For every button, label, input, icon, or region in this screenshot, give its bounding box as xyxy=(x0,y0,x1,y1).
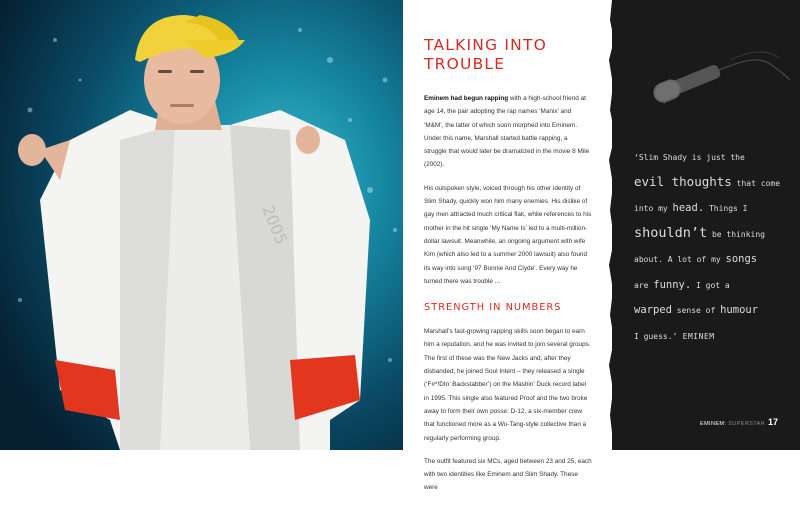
paragraph-4: The outfit featured six MCs, aged between 23 and 25, each with two identities like Eminem and Slim Shady. These were xyxy=(424,457,592,492)
quote-word: humour xyxy=(720,304,759,316)
paragraph-1 xyxy=(424,92,592,172)
quote-word: that come xyxy=(731,178,781,188)
paragraph-1-rest: with a high-school friend at age 14, the pair adopting the rap names ‘Manix’ and ‘M&M’, the latter of which soon morphed into Eminem. Under this name, Marshall started battle rapping, a struggle that would later be dramatized in the movie 8 Mile (2002). xyxy=(424,95,590,169)
article-column xyxy=(424,36,592,505)
quote-word: into my xyxy=(634,204,673,213)
quote-word: I guess.’ xyxy=(634,331,678,341)
page-number: 17 xyxy=(768,417,779,427)
rapper-photo-illustration xyxy=(0,0,403,450)
pull-quote xyxy=(634,144,796,348)
torn-edge xyxy=(596,0,622,450)
microphone-icon xyxy=(612,0,800,110)
quote-word: songs xyxy=(725,253,758,265)
paragraph-1-lead: Eminem had begun rapping xyxy=(424,95,509,102)
cover-photo xyxy=(0,0,403,450)
paragraph-3: Marshall’s fast-growing rapping skills soon began to earn him a reputation, and he was invited to join several groups. The first of these was the New Jacks and, after they disbanded, he joined Soul Intent – they released a single (‘F#*!Dtn’ Backstabber’) on the Mashin’ Duck record label in 1995. This single also featured Proof and the two broke away to form their own posse: D-12, a six-member crew that functioned more as a Wu-Tang-style collective than a regularly performing group. xyxy=(424,328,591,442)
svg-text:2005: 2005 xyxy=(258,202,292,248)
quote-word: are xyxy=(634,280,654,290)
running-footer xyxy=(700,421,765,427)
quote-word: ‘Slim Shady xyxy=(634,153,687,162)
quote-word: head. xyxy=(672,202,705,214)
quote-word: sense of xyxy=(671,306,721,315)
footer-title: EMINEM: xyxy=(700,421,729,427)
footer-subtitle: SUPERSTAR xyxy=(728,421,766,427)
quote-word: about. A lot of my xyxy=(634,255,726,264)
quote-word: be thinking xyxy=(707,229,765,239)
quote-word: warped xyxy=(634,304,672,316)
quote-word: evil thoughts xyxy=(634,173,732,189)
quote-attribution: EMINEM xyxy=(677,331,715,341)
quote-word: is just the xyxy=(686,153,745,162)
article-heading: TALKING INTO TROUBLE xyxy=(424,36,548,73)
quote-word: funny. xyxy=(653,278,692,291)
quote-word: Things I xyxy=(704,204,748,213)
paragraph-2: His outspoken style, voiced through his other identity of Slim Shady, quickly won him many enemies. His dislike of gay men attracted much critical flak, while references to his mother in the hit single ‘My Name Is’ led to a multi-million-dollar lawsuit. Meanwhile, an ongoing argument with wife Kim (which also led to a summer 2000 lawsuit) also found its way into song ‘97 Bonnie And Clyde’. Every way he turned there was trouble ... xyxy=(424,184,592,285)
quote-word: I got a xyxy=(691,280,730,290)
article-subheading: STRENGTH IN NUMBERS xyxy=(424,302,562,314)
quote-word: shouldn’t xyxy=(634,224,708,241)
